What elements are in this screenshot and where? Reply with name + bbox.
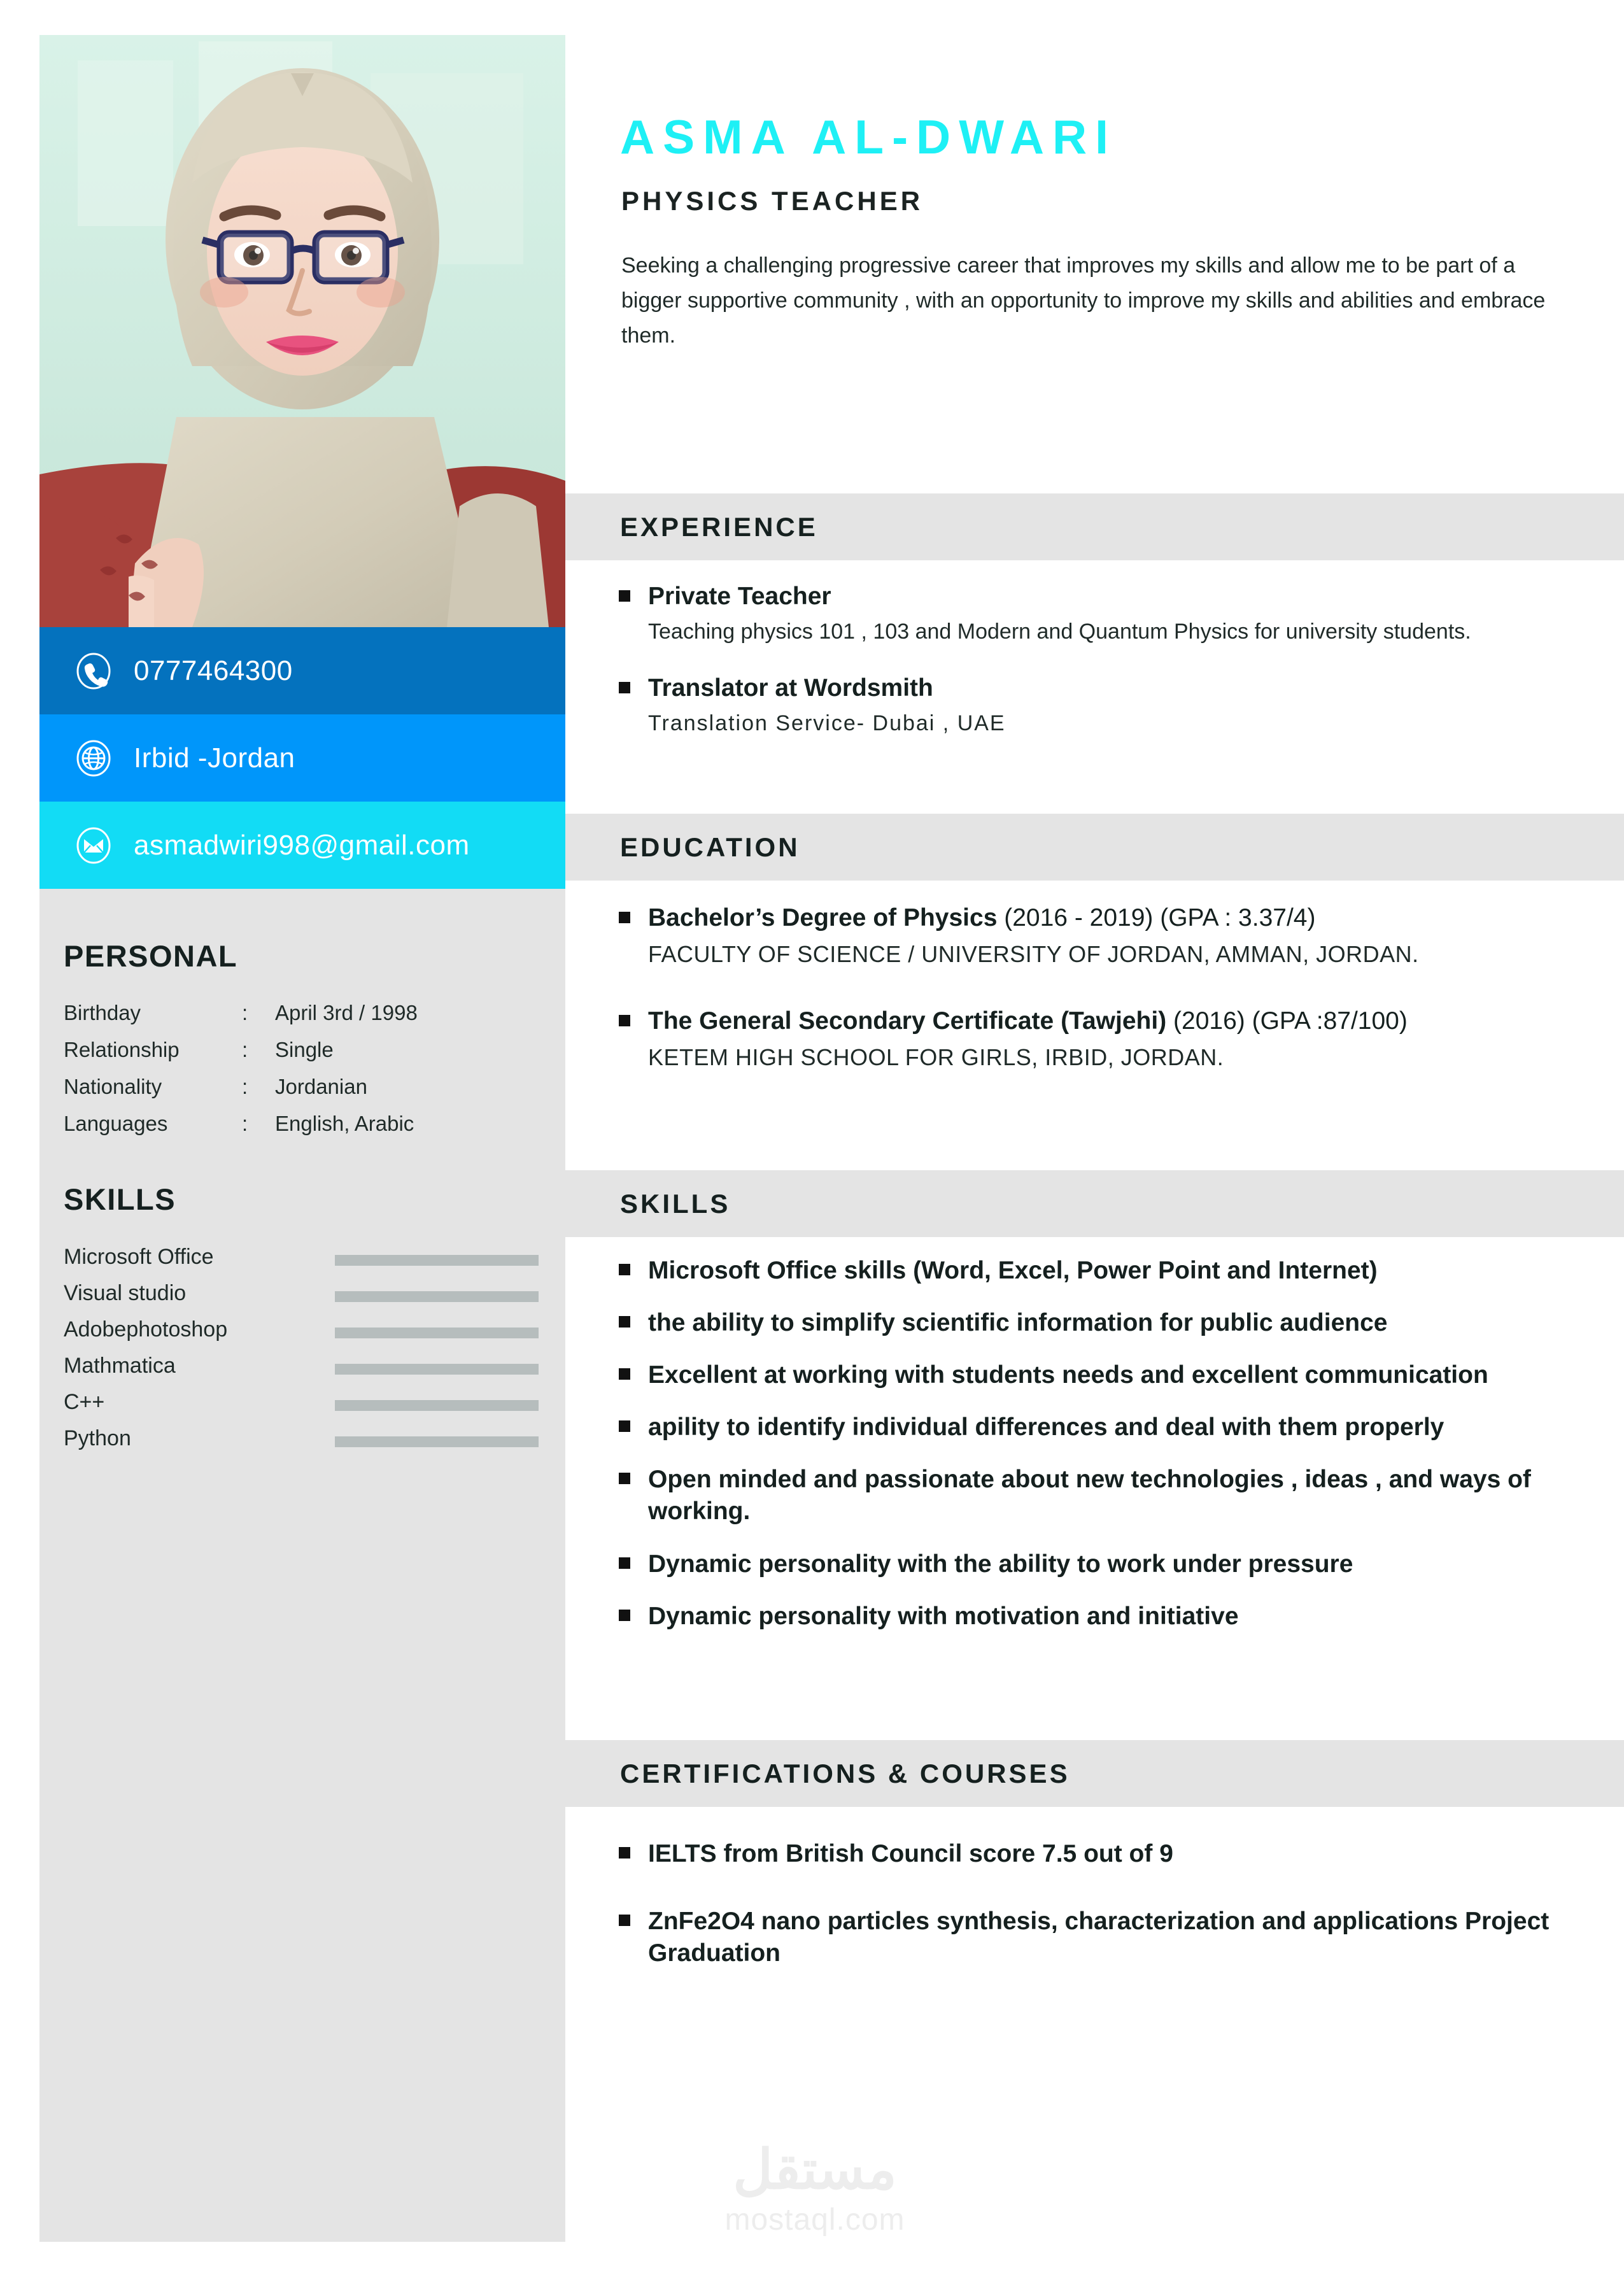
skill-label: Microsoft Office — [64, 1245, 214, 1269]
table-row — [64, 1112, 509, 1149]
profile-summary: Seeking a challenging progressive career that improves my skills and allow me to be part of a bigger supportive community , with an opportunity to improve my skills and abilities and embrace them. — [621, 253, 1546, 348]
list-item — [64, 1281, 541, 1317]
personal-label: Birthday — [64, 1001, 141, 1024]
experience-entry — [619, 581, 1599, 647]
skill-label: C++ — [64, 1390, 105, 1414]
list-item — [64, 1354, 541, 1390]
table-row — [64, 1075, 509, 1112]
skill-bar-track — [335, 1255, 539, 1266]
personal-value: Single — [275, 1038, 334, 1061]
skill-item: Excellent at working with students needs and excellent communication — [619, 1359, 1622, 1391]
skill-label: Python — [64, 1426, 131, 1450]
page-title: ASMA AL-DWARI — [620, 110, 1117, 164]
experience-title: Translator at Wordsmith — [619, 673, 1599, 704]
education-title-bold: The General Secondary Certificate (Tawjehi) — [648, 1007, 1167, 1035]
education-title-meta: (2016 - 2019) (GPA : 3.37/4) — [1004, 904, 1316, 931]
education-title-bold: Bachelor’s Degree of Physics — [648, 904, 998, 931]
skill-label: Adobephotoshop — [64, 1317, 228, 1342]
contact-email[interactable] — [39, 802, 565, 889]
personal-label: Languages — [64, 1112, 168, 1135]
personal-separator: : — [242, 1112, 248, 1135]
personal-value: Jordanian — [275, 1075, 367, 1098]
watermark — [675, 2139, 955, 2237]
education-title — [619, 903, 1599, 934]
globe-icon — [75, 740, 112, 777]
skill-item: apility to identify individual differences and deal with them properly — [619, 1412, 1622, 1443]
personal-separator: : — [242, 1038, 248, 1061]
experience-title: Private Teacher — [619, 581, 1599, 612]
section-header-skills — [565, 1170, 1624, 1237]
skill-bar-list — [64, 1245, 541, 1462]
skill-bar-track — [335, 1328, 539, 1338]
section-title: EDUCATION — [620, 832, 800, 862]
contact-phone[interactable] — [39, 627, 565, 714]
skill-item: Microsoft Office skills (Word, Excel, Power Point and Internet) — [619, 1255, 1622, 1287]
section-header-experience — [565, 493, 1624, 560]
list-item — [64, 1390, 541, 1426]
profile-photo — [39, 35, 565, 627]
table-row — [64, 1001, 509, 1038]
education-title — [619, 1006, 1599, 1037]
portrait-illustration — [39, 35, 565, 627]
left-sidebar — [39, 0, 565, 2280]
phone-icon — [75, 653, 112, 690]
section-title: EXPERIENCE — [620, 511, 818, 542]
skill-label: Visual studio — [64, 1281, 187, 1305]
list-item — [64, 1317, 541, 1354]
sidebar-skills-heading: SKILLS — [64, 1182, 176, 1216]
list-item — [64, 1426, 541, 1462]
education-detail: KETEM HIGH SCHOOL FOR GIRLS, IRBID, JORDAN. — [648, 1044, 1224, 1070]
personal-separator: : — [242, 1075, 248, 1098]
list-item — [64, 1245, 541, 1281]
skill-label: Mathmatica — [64, 1354, 176, 1378]
contact-location[interactable] — [39, 714, 565, 802]
personal-heading: PERSONAL — [64, 939, 238, 973]
skill-item: Dynamic personality with the ability to work under pressure — [619, 1548, 1622, 1580]
personal-details-table — [64, 1001, 509, 1149]
job-title: PHYSICS TEACHER — [621, 186, 924, 216]
education-entry — [619, 903, 1599, 970]
skill-bar-track — [335, 1291, 539, 1302]
personal-label: Relationship — [64, 1038, 180, 1061]
watermark-arabic-logo: مستقل — [733, 2139, 897, 2200]
section-title: CERTIFICATIONS & COURSES — [620, 1758, 1070, 1788]
section-title: SKILLS — [620, 1188, 731, 1219]
section-header-education — [565, 814, 1624, 881]
skill-item: the ability to simplify scientific information for public audience — [619, 1307, 1622, 1339]
personal-label: Nationality — [64, 1075, 162, 1098]
personal-separator: : — [242, 1001, 248, 1024]
section-header-certifications — [565, 1740, 1624, 1807]
skill-bar-track — [335, 1400, 539, 1411]
personal-value: April 3rd / 1998 — [275, 1001, 418, 1024]
personal-value: English, Arabic — [275, 1112, 414, 1135]
certification-item: IELTS from British Council score 7.5 out of 9 — [619, 1838, 1622, 1870]
experience-detail: Teaching physics 101 , 103 and Modern and Quantum Physics for university students. — [648, 619, 1471, 644]
contact-phone-value: 0777464300 — [134, 655, 293, 686]
envelope-icon — [75, 827, 112, 864]
experience-entry — [619, 673, 1599, 739]
main-content — [565, 0, 1624, 2280]
experience-detail: Translation Service- Dubai , UAE — [648, 711, 1006, 735]
skill-bar-track — [335, 1364, 539, 1375]
contact-location-value: Irbid -Jordan — [134, 742, 295, 774]
table-row — [64, 1038, 509, 1075]
education-detail: FACULTY OF SCIENCE / UNIVERSITY OF JORDAN, AMMAN, JORDAN. — [648, 940, 1419, 967]
certification-item: ZnFe2O4 nano particles synthesis, characterization and applications Project Graduation — [619, 1906, 1622, 1969]
education-title-meta: (2016) (GPA :87/100) — [1173, 1007, 1408, 1035]
skill-item: Dynamic personality with motivation and initiative — [619, 1601, 1622, 1632]
contact-email-value: asmadwiri998@gmail.com — [134, 829, 470, 861]
education-entry — [619, 1006, 1599, 1073]
watermark-url: mostaql.com — [724, 2203, 905, 2237]
skill-item: Open minded and passionate about new technologies , ideas , and ways of working. — [619, 1464, 1622, 1527]
skill-bar-track — [335, 1436, 539, 1447]
